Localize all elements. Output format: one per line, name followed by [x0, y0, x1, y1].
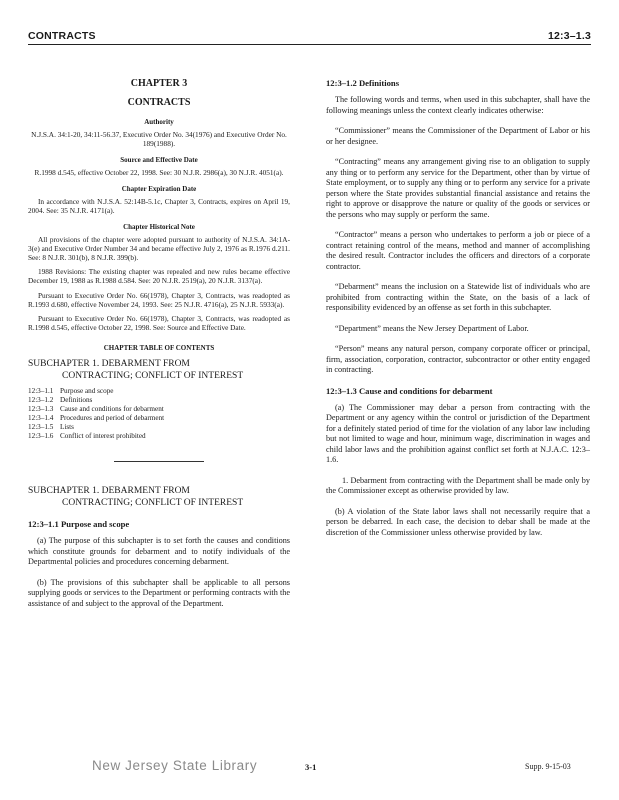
running-header: [28, 30, 591, 45]
section-heading-1-3: 12:3–1.3 Cause and conditions for debarment: [326, 385, 493, 396]
section-divider: [114, 461, 204, 462]
history-note: All provisions of the chapter were adopted pursuant to authority of N.J.S.A. 34:1A-3(e) and Executive Order Number 34 and became effective July 2, 1976 as R.1976 d.211. See: 8 N.J.R. 301(b), 8 N.J.R. 399(b).: [28, 234, 290, 263]
section-heading-1-1: 12:3–1.1 Purpose and scope: [28, 519, 130, 530]
toc-entry[interactable]: 12:3–1.2 Definitions: [28, 395, 93, 404]
library-watermark: New Jersey State Library: [92, 758, 258, 773]
toc-entry[interactable]: 12:3–1.3 Cause and conditions for debarment: [28, 404, 164, 413]
section-body-1-3: [326, 403, 590, 539]
toc-heading: CHAPTER TABLE OF CONTENTS: [103, 343, 215, 352]
history-note: Pursuant to Executive Order No. 66(1978), Chapter 3, Contracts, was readopted as R.1993 d.680, effective November 24, 1993. See: 25 N.J.R. 4716(a), 25 N.J.R. 5933(a).: [28, 290, 290, 309]
expiration-text: In accordance with N.J.S.A. 52:14B-5.1c, Chapter 3, Contracts, expires on April 19, 2004. See: 35 N.J.R. 4171(a).: [28, 196, 290, 215]
chapter-number: CHAPTER 3: [130, 78, 188, 89]
table-of-contents: [28, 387, 290, 441]
header-section-number: 12:3–1.3: [547, 30, 591, 42]
page-number: 3-1: [305, 762, 317, 772]
definition-commissioner: “Commissioner” means the Commissioner of the Department of Labor or his or her designee.: [326, 126, 590, 146]
definition-debarment: “Debarment” means the inclusion on a Statewide list of individuals who are prohibited from contracting within the State, on the basis of a lack of responsibility evidenced by an offense as set forth in this subchapter.: [326, 282, 590, 312]
paragraph: The following words and terms, when used in this subchapter, shall have the following meanings unless the context clearly indicates otherwise:: [326, 95, 590, 115]
paragraph: (a) The purpose of this subchapter is to set forth the causes and conditions which constitute grounds for debarment and to notify individuals of the Departmental policies and procedures concerning debarment.: [28, 536, 290, 567]
toc-entry[interactable]: 12:3–1.5 Lists: [28, 422, 74, 431]
definition-contractor: “Contractor” means a person who undertakes to perform a job or piece of a contract retaining control of the means, method and manner of accomplishing the desired result. Contractor includes the officers and directors of a corporate contractor.: [326, 230, 590, 271]
history-heading: Chapter Historical Note: [123, 223, 195, 231]
section-body-1-2: [326, 95, 590, 376]
source-heading: Source and Effective Date: [120, 155, 198, 164]
paragraph: (b) A violation of the State labor laws shall not necessarily require that a person be debarred. In each case, the decision to debar shall be made at the discretion of the Commissioner unless otherwise provided by law.: [326, 506, 590, 537]
toc-entry[interactable]: 12:3–1.6 Conflict of interest prohibited: [28, 431, 146, 440]
source-text: R.1998 d.545, effective October 22, 1998. See: 30 N.J.R. 2986(a), 30 N.J.R. 4051(a).: [34, 167, 284, 177]
subchapter-title: SUBCHAPTER 1. DEBARMENT FROM CONTRACTING; CONFLICT OF INTEREST: [28, 485, 244, 508]
section-heading-1-2: 12:3–1.2 Definitions: [326, 78, 400, 88]
chapter-name: CONTRACTS: [127, 96, 191, 108]
paragraph: (b) The provisions of this subchapter shall be applicable to all persons supplying goods or services to the Department or performing contracts with the assistance of and subject to the approval of the Department.: [28, 577, 290, 608]
toc-entry[interactable]: 12:3–1.1 Purpose and scope: [28, 386, 114, 395]
history-notes: [28, 235, 290, 332]
right-column: [326, 78, 590, 548]
definition-contracting: “Contracting” means any arrangement giving rise to an obligation to supply any thing or to perform any service for the Department, other than by virtue of State employment, or to supply any thing or to perform any service for a private person where the State provides substantial financial assistance and retains the right to approve or disapprove the nature or quality of the goods or services or the persons who may supply or perform the same.: [326, 157, 590, 219]
authority-text: N.J.S.A. 34:1-20, 34:11-56.37, Executive Order No. 34(1976) and Executive Order No. 189(1988).: [31, 129, 287, 148]
supplement-date: Supp. 9-15-03: [525, 762, 571, 771]
toc-entry[interactable]: 12:3–1.4 Procedures and period of debarment: [28, 413, 165, 422]
paragraph: (a) The Commissioner may debar a person from contracting with the Department or any agency within the control or jurisdiction of the Department for a definitely stated period of time for the violation of any labor law including but not limited to wage and hour, minimum wage, discrimination in wages and child labor laws and the prohibition against conflict set forth at N.J.A.C. 12:3–1.6.: [326, 402, 590, 464]
header-section-title: CONTRACTS: [28, 30, 96, 42]
history-note: Pursuant to Executive Order No. 66(1978), Chapter 3, Contracts, was readopted as R.1998 d.545, effective October 22, 1998. See: Source and Effective Date.: [28, 313, 290, 332]
left-column: [28, 78, 290, 619]
toc-subchapter-title: SUBCHAPTER 1. DEBARMENT FROM CONTRACTING; CONFLICT OF INTEREST: [28, 358, 244, 381]
definition-department: “Department” means the New Jersey Department of Labor.: [335, 323, 529, 333]
authority-heading: Authority: [144, 117, 174, 126]
history-note: 1988 Revisions: The existing chapter was repealed and new rules became effective December 19, 1988 as R.1988 d.584. See: 20 N.J.R. 2519(a), 20 N.J.R. 3137(a).: [28, 267, 290, 286]
section-body-1-1: [28, 536, 290, 609]
definition-person: “Person” means any natural person, company corporate officer or principal, firm, association, corporation, contractor, subcontractor or other entity engaged in contracting.: [326, 344, 590, 374]
paragraph: 1. Debarment from contracting with the Department shall be made only by the Commissioner except as otherwise provided by law.: [326, 475, 590, 495]
expiration-heading: Chapter Expiration Date: [121, 184, 197, 193]
